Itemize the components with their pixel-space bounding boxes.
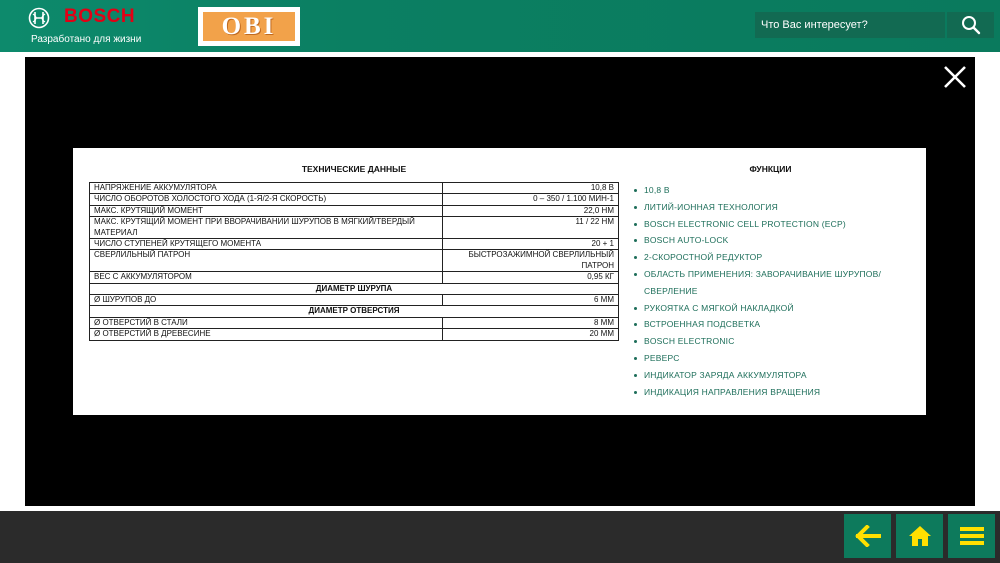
spec-value: 10,8 В [443,183,619,194]
spec-value: 11 / 22 НМ [443,217,619,239]
section-heading-screw: ДИАМЕТР ШУРУПА [90,283,619,294]
table-section-row [90,283,619,294]
bosch-wordmark: BOSCH [64,6,136,27]
spec-label: ЧИСЛО ОБОРОТОВ ХОЛОСТОГО ХОДА (1-Я/2-Я СКОРОСТЬ) [90,194,443,205]
bosch-logo[interactable] [28,6,148,48]
table-row [90,217,619,239]
spec-value: БЫСТРОЗАЖИМНОЙ СВЕРЛИЛЬНЫЙ ПАТРОН [443,250,619,272]
bottom-nav-bar [0,511,1000,563]
spec-label: Ø ШУРУПОВ ДО [90,295,443,306]
close-icon [943,65,967,89]
table-row [90,295,619,306]
home-button[interactable] [896,514,943,558]
spec-label: ЧИСЛО СТУПЕНЕЙ КРУТЯЩЕГО МОМЕНТА [90,239,443,250]
spec-label: ВЕС С АККУМУЛЯТОРОМ [90,272,443,283]
list-item: BOSCH ELECTRONIC CELL PROTECTION (ECP) [633,216,913,233]
list-item: ИНДИКАЦИЯ НАПРАВЛЕНИЯ ВРАЩЕНИЯ [633,384,913,401]
spec-content-panel [73,148,926,415]
table-row [90,239,619,250]
list-item: РУКОЯТКА С МЯГКОЙ НАКЛАДКОЙ [633,300,913,317]
list-item: ЛИТИЙ-ИОННАЯ ТЕХНОЛОГИЯ [633,199,913,216]
list-item: ВСТРОЕННАЯ ПОДСВЕТКА [633,316,913,333]
table-row [90,250,619,272]
obi-wordmark: OBI [221,12,277,40]
spec-label: СВЕРЛИЛЬНЫЙ ПАТРОН [90,250,443,272]
table-section-row [90,306,619,317]
search-button[interactable] [947,12,994,38]
table-row [90,272,619,283]
spec-label: МАКС. КРУТЯЩИЙ МОМЕНТ ПРИ ВВОРАЧИВАНИИ ШУРУПОВ В МЯГКИЙ/ТВЕРДЫЙ МАТЕРИАЛ [90,217,443,239]
list-item: BOSCH AUTO-LOCK [633,232,913,249]
tech-data-title: ТЕХНИЧЕСКИЕ ДАННЫЕ [301,164,407,174]
functions-list [633,182,913,400]
menu-icon [960,526,984,546]
spec-label: НАПРЯЖЕНИЕ АККУМУЛЯТОРА [90,183,443,194]
tech-spec-table [89,182,619,341]
list-item: ИНДИКАТОР ЗАРЯДА АККУМУЛЯТОРА [633,367,913,384]
spec-value: 20 ММ [443,329,619,340]
table-row [90,205,619,216]
table-row [90,329,619,340]
arrow-left-icon [855,525,881,547]
functions-title: ФУНКЦИИ [749,164,792,174]
bosch-slogan: Разработано для жизни [31,34,142,45]
spec-label: Ø ОТВЕРСТИЙ В ДРЕВЕСИНЕ [90,329,443,340]
back-button[interactable] [844,514,891,558]
list-item: 2-СКОРОСТНОЙ РЕДУКТОР [633,249,913,266]
close-button[interactable] [943,65,967,89]
table-row [90,194,619,205]
spec-value: 0,95 КГ [443,272,619,283]
list-item: ОБЛАСТЬ ПРИМЕНЕНИЯ: ЗАВОРАЧИВАНИЕ ШУРУПОВ/ СВЕРЛЕНИЕ [633,266,913,300]
spec-label: Ø ОТВЕРСТИЙ В СТАЛИ [90,317,443,328]
list-item: РЕВЕРС [633,350,913,367]
spec-modal [25,57,975,506]
spec-value: 20 + 1 [443,239,619,250]
spec-value: 6 ММ [443,295,619,306]
spec-value: 8 ММ [443,317,619,328]
top-header [0,0,1000,52]
section-heading-hole: ДИАМЕТР ОТВЕРСТИЯ [90,306,619,317]
list-item: 10,8 В [633,182,913,199]
spec-value: 22,0 НМ [443,205,619,216]
home-icon [908,525,932,547]
list-item: BOSCH ELECTRONIC [633,333,913,350]
search-icon [961,15,981,35]
bosch-emblem-icon [28,7,50,29]
spec-label: МАКС. КРУТЯЩИЙ МОМЕНТ [90,205,443,216]
obi-logo[interactable] [198,7,300,46]
spec-value: 0 – 350 / 1.100 МИН-1 [443,194,619,205]
table-row [90,183,619,194]
search-input[interactable] [755,12,945,38]
menu-button[interactable] [948,514,995,558]
table-row [90,317,619,328]
obi-logo-badge [203,12,295,41]
